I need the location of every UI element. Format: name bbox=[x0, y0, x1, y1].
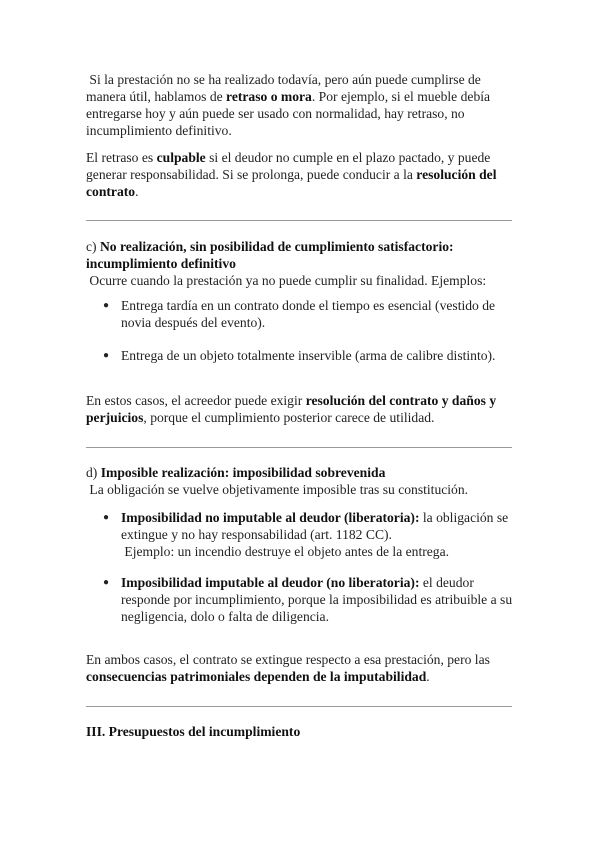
list-item: ● Imposibilidad imputable al deudor (no liberatoria): el deudor responde por incumplimiento, porque la imposibilidad es atribuible a su negligencia, dolo o falta de diligencia. bbox=[103, 575, 513, 624]
section-heading bbox=[86, 723, 514, 740]
paragraph-retraso: Si la prestación no se ha realizado todavía, pero aún puede cumplirse de manera útil, hablamos de retraso o mora. Por ejemplo, si el mueble debía entregarse hoy y aún puede ser usado con normalidad, hay retraso, no incumplimiento definitivo. bbox=[86, 72, 491, 138]
bold-culpable: culpable bbox=[156, 150, 206, 165]
bold-retraso-mora: retraso o mora bbox=[226, 89, 312, 104]
divider bbox=[86, 706, 512, 707]
bold-no-imputable: Imposibilidad no imputable al deudor (liberatoria): bbox=[121, 510, 420, 525]
bullet-icon: ● bbox=[103, 350, 110, 361]
bullet-icon: ● bbox=[103, 512, 110, 523]
intro-c: Ocurre cuando la prestación ya no puede cumplir su finalidad. Ejemplos: bbox=[89, 273, 487, 288]
list-item: ● Entrega tardía en un contrato donde el tiempo es esencial (vestido de novia después del evento). bbox=[103, 298, 496, 330]
bold-consecuencias: consecuencias patrimoniales dependen de la imputabilidad bbox=[86, 669, 427, 684]
divider bbox=[86, 220, 512, 221]
bullet-icon: ● bbox=[103, 300, 110, 311]
intro-d: La obligación se vuelve objetivamente imposible tras su constitución. bbox=[89, 482, 469, 497]
paragraph-d-closing: En ambos casos, el contrato se extingue respecto a esa prestación, pero las consecuencias patrimoniales dependen de la imputabilidad. bbox=[86, 652, 490, 684]
heading-c-title: No realización, sin posibilidad de cumplimiento satisfactorio: incumplimiento definitivo bbox=[86, 239, 454, 271]
bold-imputable: Imposibilidad imputable al deudor (no liberatoria): bbox=[121, 575, 420, 590]
list-item: ● Entrega de un objeto totalmente inservible (arma de calibre distinto). bbox=[103, 348, 496, 363]
example-text: Ejemplo: un incendio destruye el objeto antes de la entrega. bbox=[124, 544, 450, 559]
divider bbox=[86, 447, 512, 448]
list-item: ● Imposibilidad no imputable al deudor (liberatoria): la obligación se extingue y no hay responsabilidad (art. 1182 CC). Ejemplo: un incendio destruye el objeto antes de la entrega. bbox=[103, 510, 509, 559]
bold-resolucion-contrato: resolución del contrato bbox=[86, 167, 497, 199]
bold-resolucion-danos: resolución del contrato y daños y perjuicios bbox=[86, 393, 497, 425]
heading-d-title: Imposible realización: imposibilidad sobrevenida bbox=[100, 465, 386, 480]
paragraph-c-closing: En estos casos, el acreedor puede exigir resolución del contrato y daños y perjuicios, porque el cumplimiento posterior carece de utilidad. bbox=[86, 393, 497, 425]
bullet-icon: ● bbox=[103, 577, 110, 588]
paragraph-culpable: El retraso es culpable si el deudor no cumple en el plazo pactado, y puede generar responsabilidad. Si se prolonga, puede conducir a la resolución del contrato. bbox=[86, 150, 497, 199]
heading-c: c) No realización, sin posibilidad de cumplimiento satisfactorio: incumplimiento definitivo bbox=[86, 239, 454, 271]
section-heading-title: III. Presupuestos del incumplimiento bbox=[86, 724, 301, 739]
heading-d: d) Imposible realización: imposibilidad sobrevenida bbox=[86, 465, 386, 480]
